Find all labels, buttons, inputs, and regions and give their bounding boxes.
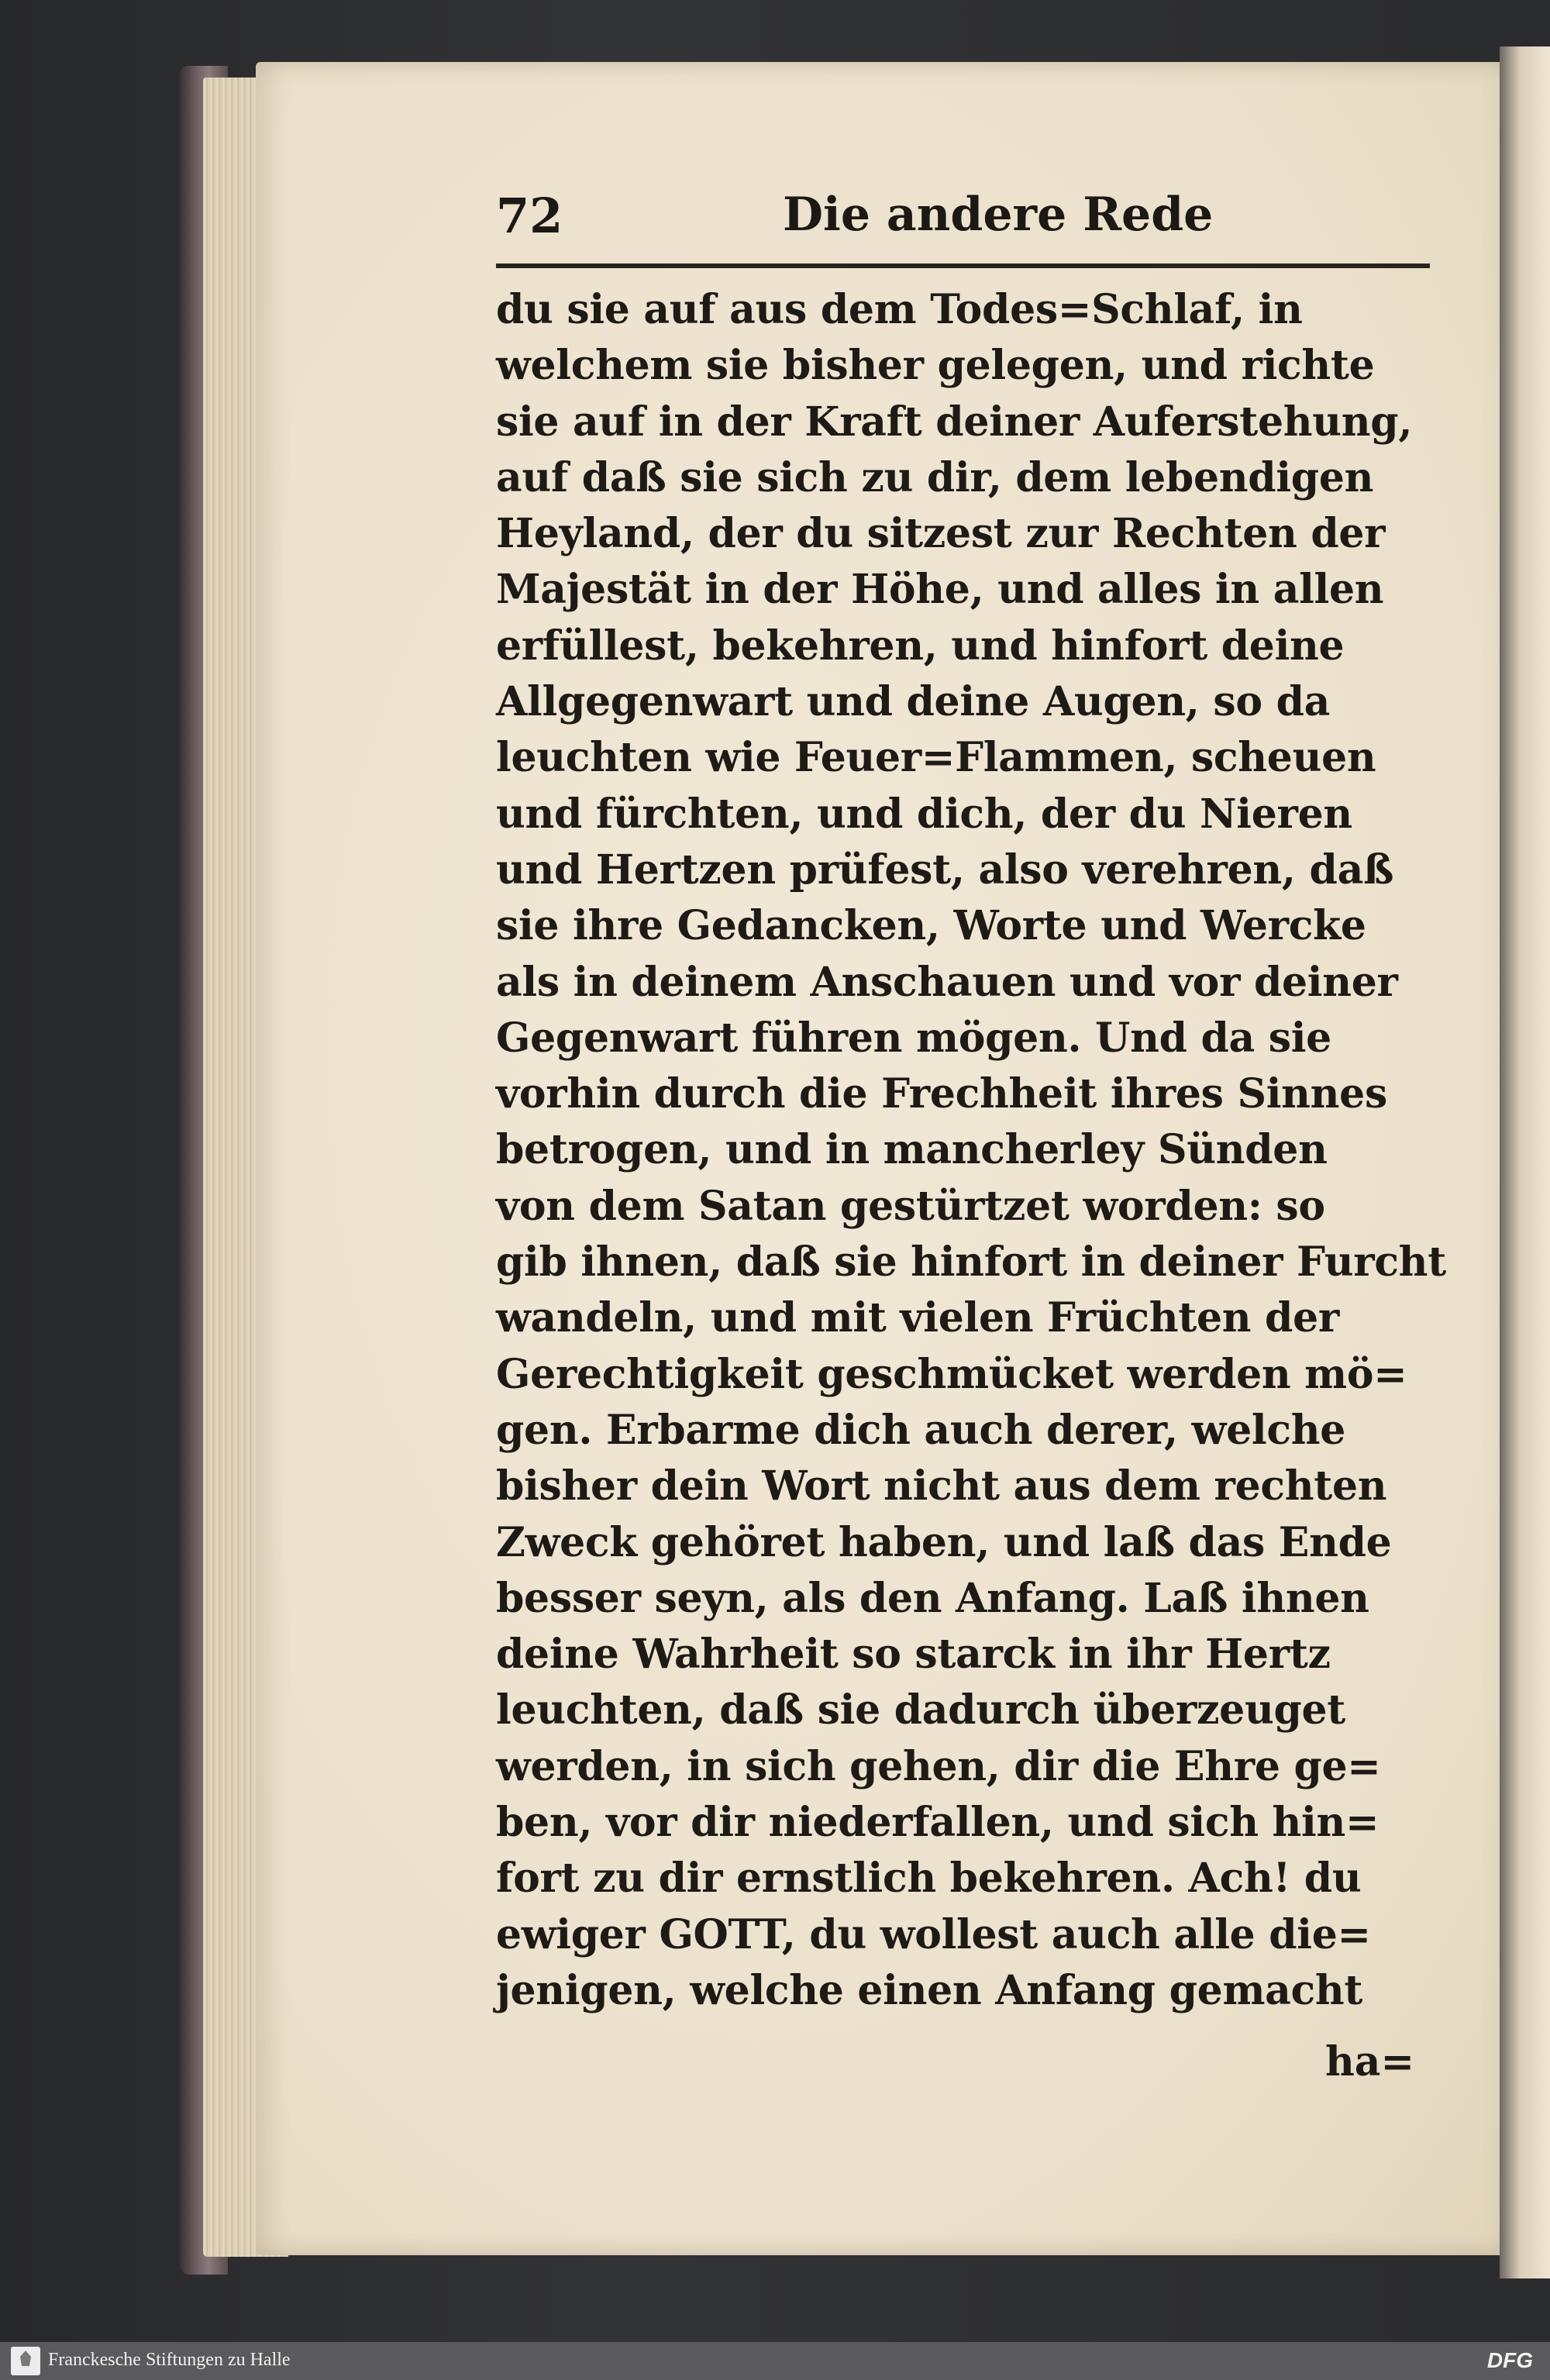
dfg-logo[interactable]: DFG [1486,2348,1533,2372]
text-line: ben, vor dir niederfallen, und sich hin= [496,1799,1380,1847]
text-line: Gegenwart führen mögen. Und da sie [496,1014,1331,1062]
catchword: ha= [1325,2038,1415,2086]
text-line: Heyland, der du sitzest zur Rechten der [496,510,1386,558]
text-line: gen. Erbarme dich auch derer, welche [496,1406,1346,1454]
text-line: jenigen, welche einen Anfang gemacht [496,1966,1363,2014]
text-line: und Hertzen prüfest, also verehren, daß [496,846,1394,894]
header-rule [496,263,1430,268]
text-line: fort zu dir ernstlich bekehren. Ach! du [496,1855,1362,1903]
viewer-footer [0,2342,1550,2380]
holding-institution[interactable]: Franckesche Stiftungen zu Halle [48,2350,291,2370]
body-text [496,282,1446,2019]
book-gutter [1500,46,1550,2278]
text-line: werden, in sich gehen, dir die Ehre ge= [496,1742,1381,1790]
text-line: sie ihre Gedancken, Worte und Wercke [496,902,1366,950]
text-line: betrogen, und in mancherley Sünden [496,1126,1328,1174]
text-line: wandeln, und mit vielen Früchten der [496,1294,1339,1342]
text-line: Majestät in der Höhe, und alles in allen [496,566,1384,614]
text-line: bisher dein Wort nicht aus dem rechten [496,1462,1387,1510]
text-line: gib ihnen, daß sie hinfort in deiner Furcht [496,1238,1446,1286]
text-line: und fürchten, und dich, der du Nieren [496,790,1352,838]
page-header [496,188,1434,250]
text-line: vorhin durch die Frechheit ihres Sinnes [496,1070,1387,1118]
text-line: sie auf in der Kraft deiner Auferstehung, [496,398,1413,446]
text-line: als in deinem Anschauen und vor deiner [496,958,1398,1006]
text-line: auf daß sie sich zu dir, dem lebendigen [496,453,1374,501]
text-line: leuchten, daß sie dadurch überzeuget [496,1686,1346,1734]
text-line: welchem sie bisher gelegen, und richte [496,342,1375,390]
text-line: besser seyn, als den Anfang. Laß ihnen [496,1574,1369,1622]
running-head: Die andere Rede [783,188,1214,242]
text-line: du sie auf aus dem Todes=Schlaf, in [496,286,1303,333]
text-line: erfüllest, bekehren, und hinfort deine [496,622,1345,670]
text-line: leuchten wie Feuer=Flammen, scheuen [496,734,1376,782]
text-line: ewiger GOTT, du wollest auch alle die= [496,1910,1371,1958]
text-line: von dem Satan gestürtzet worden: so [496,1182,1325,1230]
logo-glyph-icon [20,2351,31,2366]
text-line: Allgegenwart und deine Augen, so da [496,678,1331,726]
text-line: Gerechtigkeit geschmücket werden mö= [496,1350,1407,1398]
franckesche-stiftungen-logo-icon[interactable] [11,2347,40,2375]
text-line: deine Wahrheit so starck in ihr Hertz [496,1631,1331,1679]
page-number: 72 [496,188,563,244]
text-line: Zweck gehöret haben, und laß das Ende [496,1518,1392,1566]
